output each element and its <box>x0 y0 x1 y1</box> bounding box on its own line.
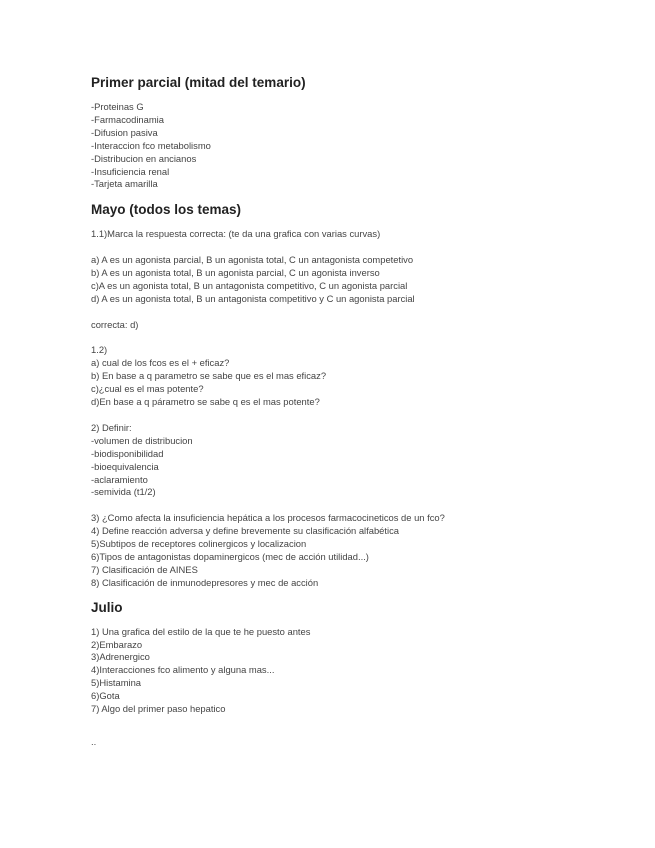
list-item: d)En base a q párametro se sabe q es el mas potente? <box>91 396 320 408</box>
section-julio <box>91 599 631 716</box>
list-item: 6)Tipos de antagonistas dopaminergicos (mec de acción utilidad...) <box>91 550 369 562</box>
list-item: 1) Una grafica del estilo de la que te he puesto antes <box>91 625 311 637</box>
list-item: -bioequivalencia <box>91 460 159 472</box>
list-item: -Farmacodinamia <box>91 113 164 125</box>
topic-list <box>91 101 631 191</box>
list-item: -Tarjeta amarilla <box>91 178 158 190</box>
list-item: a) A es un agonista parcial, B un agonista total, C un antagonista competetivo <box>91 254 414 266</box>
list-item: 3)Adrenergico <box>91 651 150 663</box>
list-item: 2) Definir: <box>91 421 132 433</box>
list-item: -Interaccion fco metabolismo <box>91 139 211 151</box>
section-heading: Mayo (todos los temas) <box>91 202 242 218</box>
topic-list <box>91 626 631 716</box>
answer-options <box>91 254 631 306</box>
section-primer-parcial <box>91 74 631 191</box>
section-mayo <box>91 201 631 589</box>
list-item: a) cual de los fcos es el + eficaz? <box>91 357 230 369</box>
list-item: 4)Interacciones fco alimento y alguna mas... <box>91 664 275 676</box>
list-item: -volumen de distribucion <box>91 434 193 446</box>
list-item: -semivida (t1/2) <box>91 486 156 498</box>
list-item: 5)Subtipos de receptores colinergicos y localizacion <box>91 538 307 550</box>
list-item: b) En base a q parametro se sabe que es el mas eficaz? <box>91 370 327 382</box>
definitions-block <box>91 422 631 499</box>
list-item: 7) Algo del primer paso hepatico <box>91 703 226 715</box>
list-item: 4) Define reacción adversa y define brevemente su clasificación alfabética <box>91 525 399 537</box>
list-item: -Proteinas G <box>91 101 144 112</box>
question-text: 1.1)Marca la respuesta correcta: (te da una grafica con varias curvas) <box>91 228 381 240</box>
section-heading: Julio <box>91 599 123 615</box>
section-heading: Primer parcial (mitad del temario) <box>91 75 306 90</box>
list-item: d) A es un agonista total, B un antagonista competitivo y C un agonista parcial <box>91 292 415 304</box>
footer-mark: .. <box>91 735 97 747</box>
list-item: c)¿cual es el mas potente? <box>91 383 204 395</box>
question-block <box>91 344 631 409</box>
list-item: -biodisponibilidad <box>91 447 164 459</box>
list-item: -Insuficiencia renal <box>91 165 170 177</box>
list-item: c)A es un agonista total, B un antagonista competitivo, C un agonista parcial <box>91 279 408 291</box>
correct-answer: correcta: d) <box>91 318 139 330</box>
list-item: 6)Gota <box>91 690 120 702</box>
list-item: b) A es un agonista total, B un agonista parcial, C un agonista inverso <box>91 267 380 279</box>
list-item: -Difusion pasiva <box>91 126 158 138</box>
list-item: -aclaramiento <box>91 473 148 485</box>
list-item: 7) Clasificación de AINES <box>91 563 198 575</box>
list-item: 1.2) <box>91 344 108 356</box>
list-item: -Distribucion en ancianos <box>91 152 197 164</box>
list-item: 2)Embarazo <box>91 638 143 650</box>
list-item: 8) Clasificación de inmunodepresores y mec de acción <box>91 576 319 588</box>
list-item: 5)Histamina <box>91 677 142 689</box>
document-page <box>91 74 631 749</box>
questions-list <box>91 512 631 589</box>
list-item: 3) ¿Como afecta la insuficiencia hepática a los procesos farmacocineticos de un fco? <box>91 512 445 524</box>
